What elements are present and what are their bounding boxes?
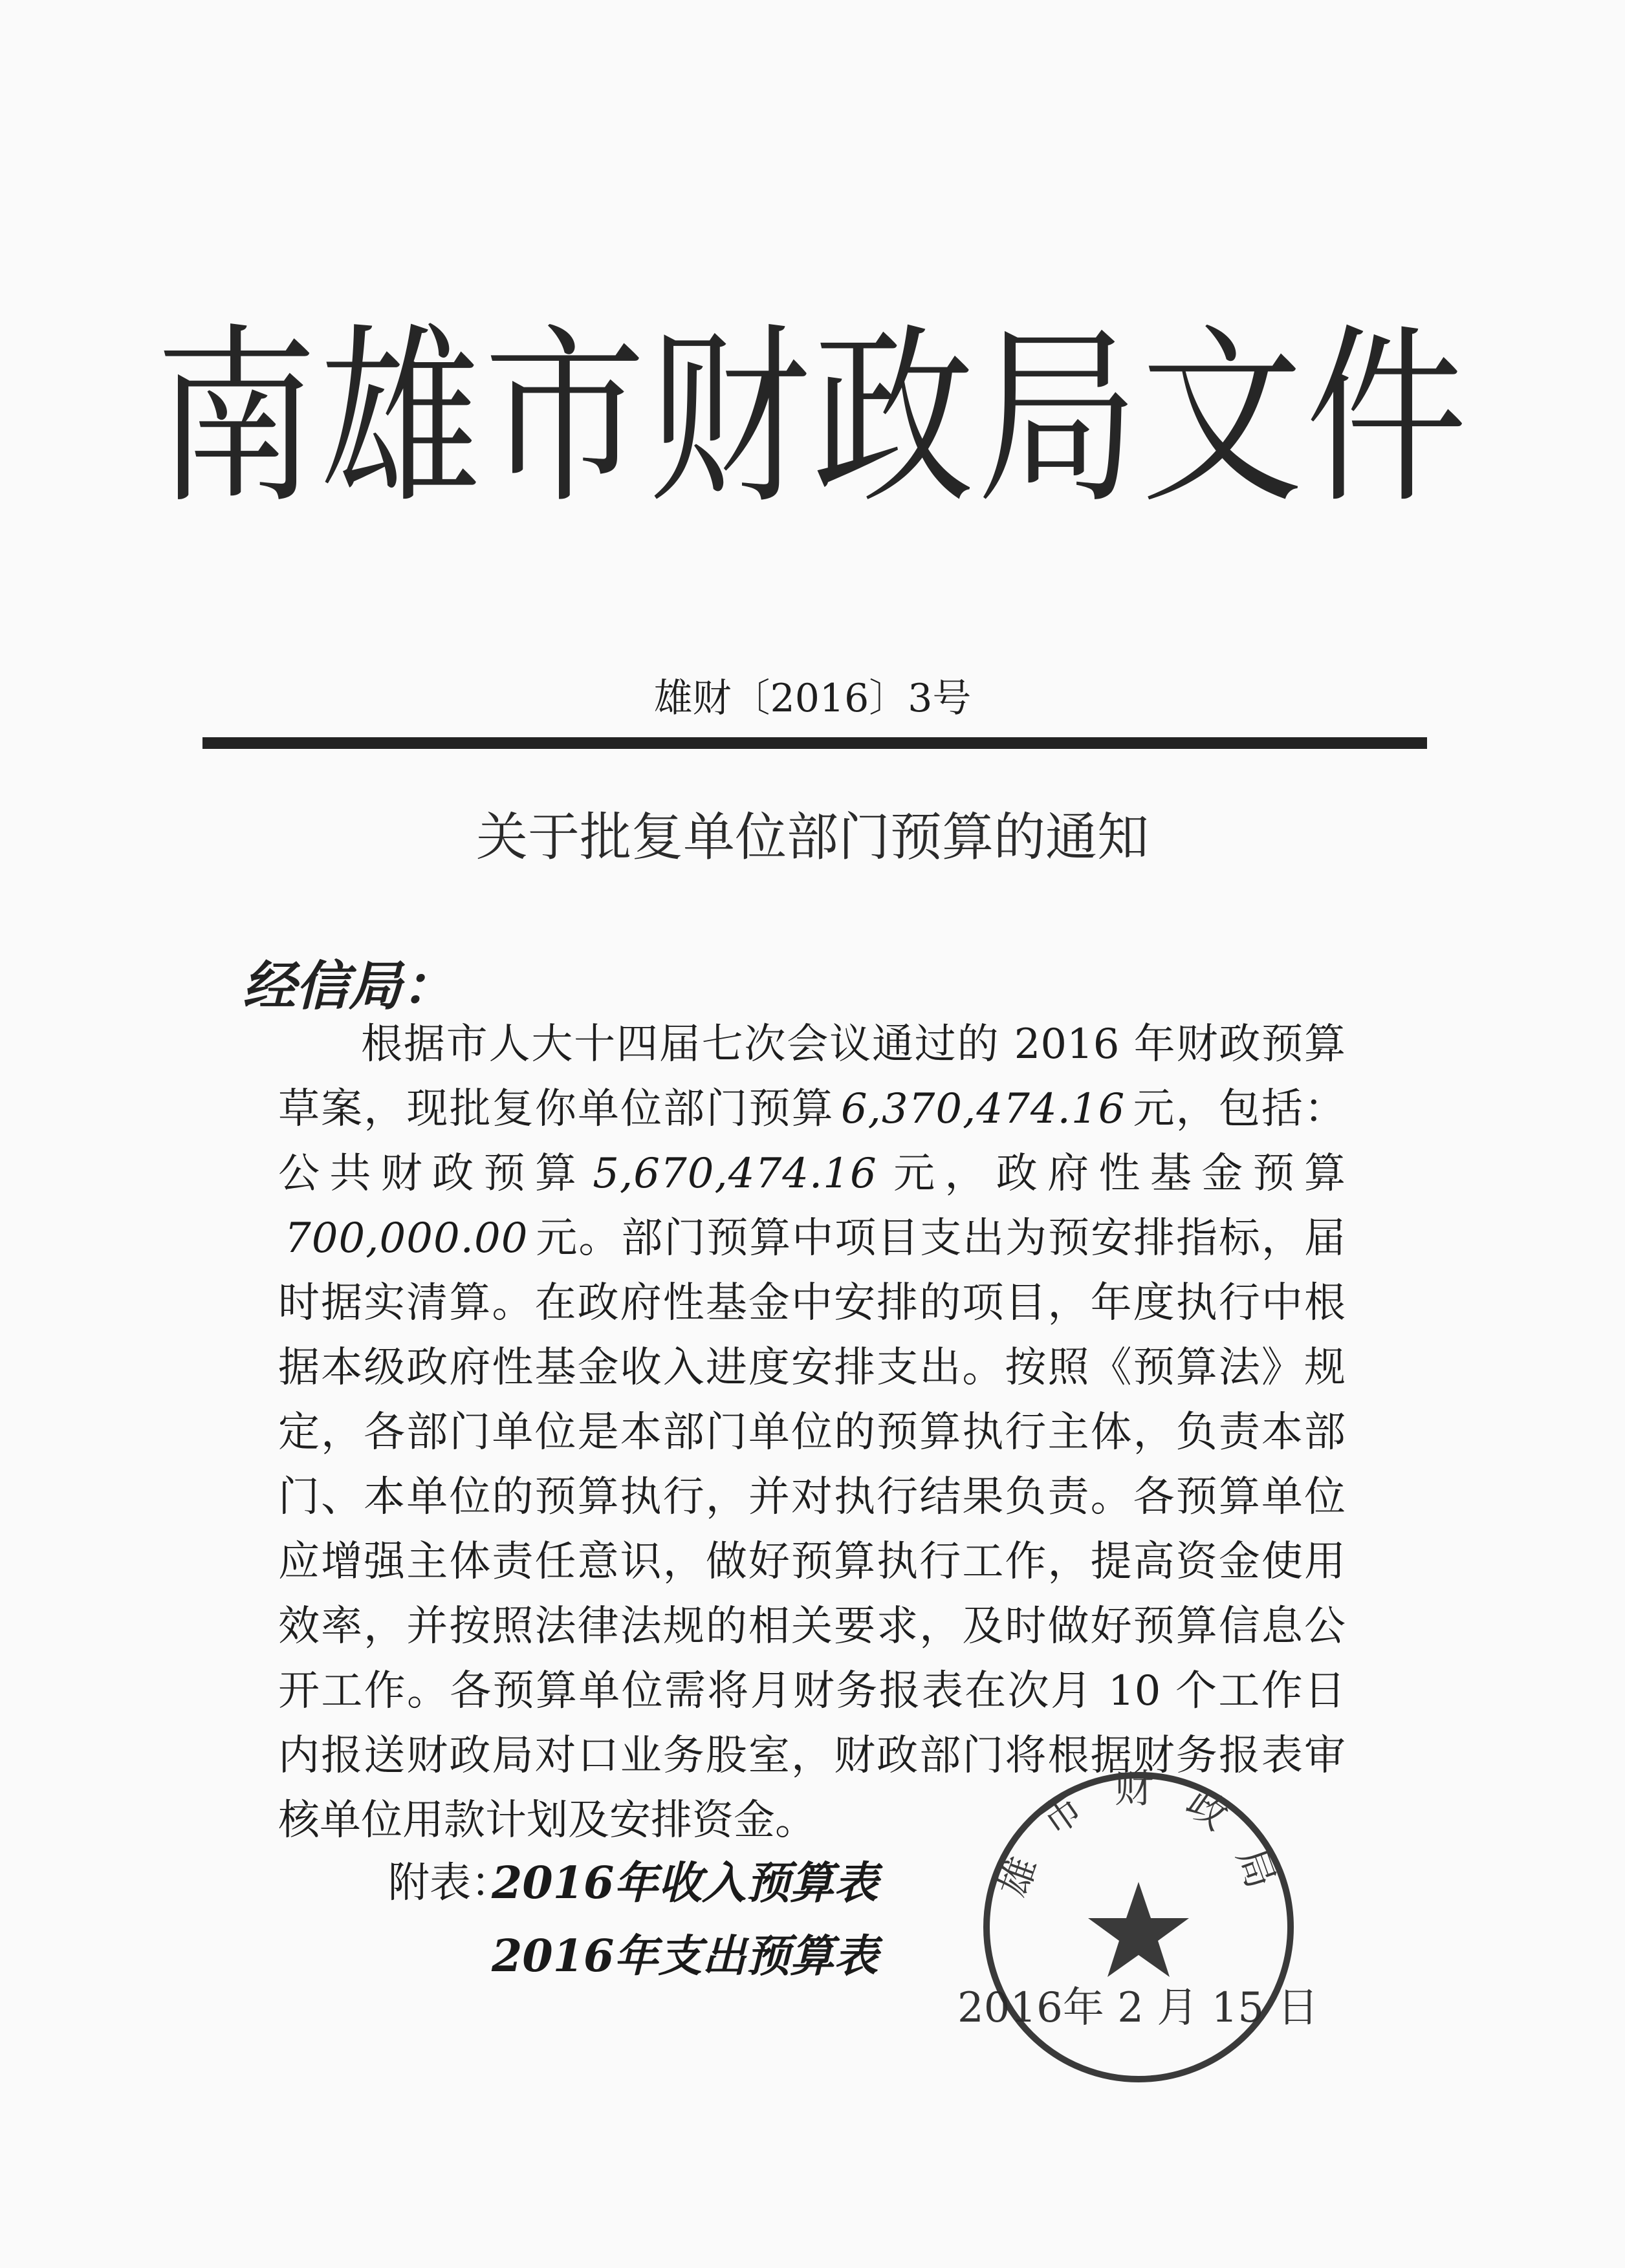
handwritten-total-amount: 6,370,474.16	[840, 1085, 1126, 1133]
addressee: 经信局：	[243, 955, 455, 1017]
handwritten-fund-budget-amount: 700,000.00	[285, 1215, 529, 1262]
header-divider	[202, 737, 1427, 749]
body-text-4: 元。部门预算中项目支出为预安排指标，届时据实清算。在政府性基金中安排的项目，年度执行中根据本级政府性基金收入进度安排支出。按照《预算法》规定，各部门单位是本部门单位的预算执行主体，负责本部门、本单位的预算执行，并对执行结果负责。各预算单位应增强主体责任意识，做好预算执行工作，提高资金使用效率，并按照法律法规的相关要求，及时做好预算信息公开工作。各预算单位需将月财务报表在次月 10 个工作日内报送财政局对口业务股室，财政部门将根据财务报表审核单位用款计划及安排资金。	[278, 1215, 1346, 1844]
body-paragraph	[278, 1012, 1346, 1853]
handwritten-public-budget-amount: 5,670,474.16	[593, 1150, 877, 1198]
attachment-item-income-budget: 2016年收入预算表	[492, 1857, 878, 1909]
notice-title: 关于批复单位部门预算的通知	[476, 807, 1149, 867]
document-number: 雄财〔2016〕3号	[653, 676, 972, 721]
document-header-title: 南雄市财政局文件	[155, 307, 1470, 530]
body-text-2: 元，包括：公共财政预算	[278, 1085, 1346, 1198]
document-date: 2016年 2 月 15 日	[957, 1984, 1319, 2032]
seal-text: 雄 市 财 政 局	[990, 1766, 1287, 1903]
official-seal-icon	[970, 1759, 1307, 2095]
attachments-label: 附表：	[388, 1859, 512, 1907]
attachment-item-expense-budget: 2016年支出预算表	[492, 1930, 878, 1982]
body-text-1: 根据市人大十四届七次会议通过的 2016 年财政预算草案，现批复你单位部门预算	[278, 1021, 1346, 1133]
body-text-3: 元，政府性基金预算	[883, 1150, 1346, 1198]
